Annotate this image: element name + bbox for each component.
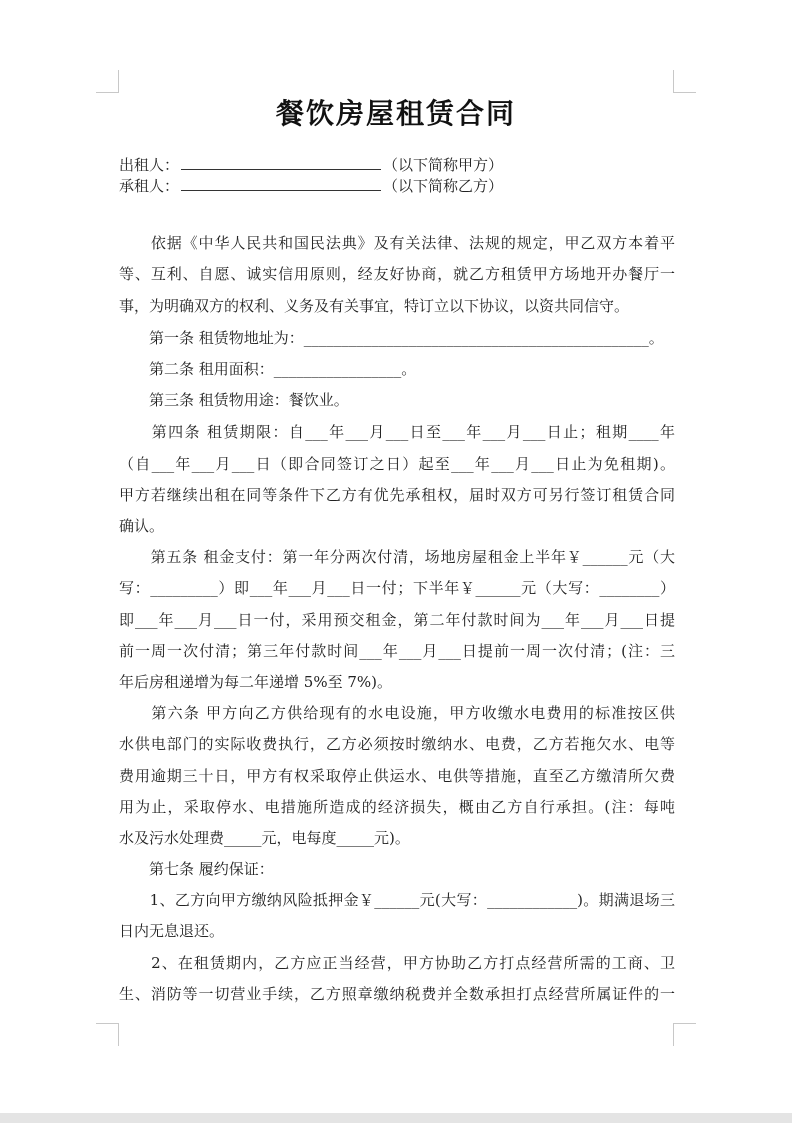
body-line: 写：_________）即___年___月___日一付；下半年￥______元（大写：________） — [119, 579, 675, 597]
body-line: 2、在租赁期内，乙方应正当经营，甲方协助乙方打点经营所需的工商、卫 — [119, 954, 675, 972]
body-line: （自___年___月___日（即合同签订之日）起至___年___月___日止为免租期)。 — [119, 455, 675, 473]
page-corner-bottom-right — [673, 1023, 696, 1046]
body-line: 甲方若继续出租在同等条件下乙方有优先承租权，届时双方可另行签订租赁合同 — [119, 486, 675, 504]
article-1: 第一条 租赁物地址为：______________________________________________。 — [119, 329, 664, 347]
article-7: 第七条 履约保证： — [119, 860, 274, 878]
body-line: 事，为明确双方的权利、义务及有关事宜，特订立以下协议，以资共同信守。 — [119, 297, 630, 315]
page-corner-top-right — [673, 70, 696, 93]
body-line: 年后房租递增为每二年递增 5%至 7%)。 — [119, 673, 392, 691]
page-corner-bottom-left — [96, 1023, 119, 1046]
body-line: 费用逾期三十日，甲方有权采取停止供运水、电供等措施，直至乙方缴清所欠费 — [119, 767, 675, 785]
document-title: 餐饮房屋租赁合同 — [275, 97, 516, 130]
body-line: 1、乙方向甲方缴纳风险抵押金￥______元(大写：____________)。期满退场三 — [119, 891, 675, 909]
body-line: 水供电部门的实际收费执行，乙方必须按时缴纳水、电费，乙方若拖欠水、电等 — [119, 735, 675, 753]
page-corner-top-left — [96, 70, 119, 93]
article-4: 第四条 租赁期限：自___年___月___日至___年___月___日止；租期____年 — [119, 423, 675, 441]
body-line: 前一周一次付清；第三年付款时间___年___月___日提前一周一次付清；(注：三 — [119, 642, 675, 660]
body-line: 确认。 — [119, 517, 165, 535]
body-line: 等、互利、自愿、诚实信用原则，经友好协商，就乙方租赁甲方场地开办餐厅一 — [119, 265, 675, 283]
lessor-blank — [181, 154, 381, 170]
lessor-suffix: （以下简称甲方） — [383, 156, 504, 174]
body-line: 依据《中华人民共和国民法典》及有关法律、法规的规定，甲乙双方本着平 — [119, 234, 675, 252]
lessee-line — [119, 175, 503, 197]
lessee-suffix: （以下简称乙方） — [383, 177, 504, 195]
article-2: 第二条 租用面积：_________________。 — [119, 360, 417, 378]
lessee-label: 承租人： — [119, 177, 180, 195]
article-5: 第五条 租金支付：第一年分两次付清，场地房屋租金上半年￥______元（大 — [119, 548, 675, 566]
article-6: 第六条 甲方向乙方供给现有的水电设施，甲方收缴水电费用的标准按区供 — [119, 704, 675, 722]
body-line: 即___年___月___日一付，采用预交租金，第二年付款时间为___年___月___日提 — [119, 611, 675, 629]
lessor-label: 出租人： — [119, 156, 180, 174]
body-line: 水及污水处理费_____元，电每度_____元)。 — [119, 829, 410, 847]
lessor-line — [119, 154, 503, 176]
article-3: 第三条 租赁物用途：餐饮业。 — [119, 391, 349, 409]
viewer-bottom-bar — [0, 1113, 792, 1123]
lessee-blank — [181, 175, 381, 191]
body-line: 用为止，采取停水、电措施所造成的经济损失，概由乙方自行承担。(注：每吨 — [119, 798, 675, 816]
body-line: 日内无息退还。 — [119, 922, 225, 940]
body-line: 生、消防等一切营业手续，乙方照章缴纳税费并全数承担打点经营所属证件的一 — [119, 985, 675, 1003]
